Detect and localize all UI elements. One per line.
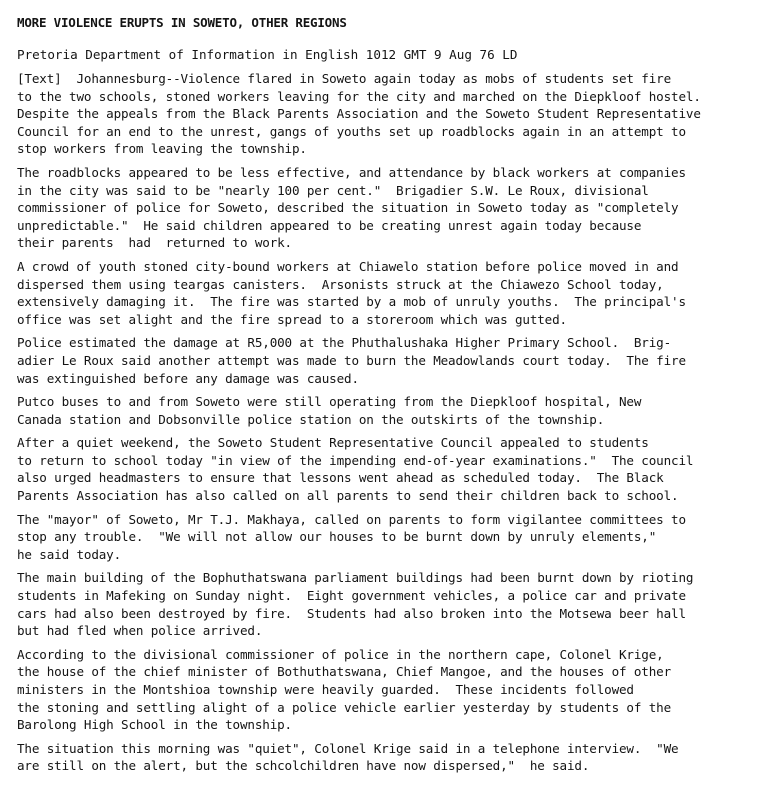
source-line: Pretoria Department of Information in English 1012 GMT 9 Aug 76 LD bbox=[17, 47, 518, 62]
paragraph-8: The main building of the Bophuthatswana parliament buildings had been burnt down by rioting students in Mafeking on Sunday night. Eight government vehicles, a police car and private cars had also been destroyed by fire. Students had also broken into the Motsewa beer hall but had fled when police arrived. bbox=[17, 570, 694, 639]
paragraph-9: According to the divisional commissioner of police in the northern cape, Colonel Krige, the house of the chief minister of Bothuthatswana, Chief Mangoe, and the houses of other ministers in the Montshioa township were heavily guarded. These incidents followed the stoning and settling alight of a police vehicle earlier yesterday by students of the Barolong High School in the township. bbox=[17, 646, 672, 733]
paragraph-5: Putco buses to and from Soweto were still operating from the Diepkloof hospital, New Canada station and Dobsonville police station on the outskirts of the township. bbox=[17, 394, 642, 427]
article-title: MORE VIOLENCE ERUPTS IN SOWETO, OTHER REGIONS bbox=[17, 15, 347, 30]
paragraph-10: The situation this morning was "quiet", Colonel Krige said in a telephone interview. "We are still on the alert, but the schcolchildren have now dispersed," he said. bbox=[17, 740, 679, 774]
paragraph-3: A crowd of youth stoned city-bound workers at Chiawelo station before police moved in and dispersed them using teargas canisters. Arsonists struck at the Chiawezo School today, extensively damaging it. The fire was started by a mob of unruly youths. The principal's office was set alight and the fire spread to a storeroom which was gutted. bbox=[17, 258, 686, 327]
paragraph-6: After a quiet weekend, the Soweto Student Representative Council appealed to students to return to school today "in view of the impending end-of-year examinations." The council also urged headmasters to ensure that lessons went ahead as scheduled today. The Black Parents Association has also called on all parents to send their children back to school. bbox=[17, 435, 694, 504]
paragraph-7: The "mayor" of Soweto, Mr T.J. Makhaya, called on parents to form vigilantee committees to stop any trouble. "We will not allow our houses to be burnt down by unruly elements," he said today. bbox=[17, 511, 686, 562]
paragraph-1: [Text] Johannesburg--Violence flared in Soweto again today as mobs of students set fire to the two schools, stoned workers leaving for the city and marched on the Diepkloof hostel. Despite the appeals from the Black Parents Association and the Soweto Student Representative Council for an end to the unrest, gangs of youths set up roadblocks again in an attempt to stop workers from leaving the township. bbox=[17, 71, 701, 157]
paragraph-4: Police estimated the damage at R5,000 at the Phuthalushaka Higher Primary School. Brig- adier Le Roux said another attempt was made to burn the Meadowlands court today. The fire was extinguished before any damage was caused. bbox=[17, 335, 686, 386]
paragraph-2: The roadblocks appeared to be less effective, and attendance by black workers at companies in the city was said to be "nearly 100 per cent." Brigadier S.W. Le Roux, divisional commissioner of police for Soweto, described the situation in Soweto today as "completely unpredictable." He said children appeared to be creating unrest again today because their parents had returned to work. bbox=[17, 164, 686, 251]
